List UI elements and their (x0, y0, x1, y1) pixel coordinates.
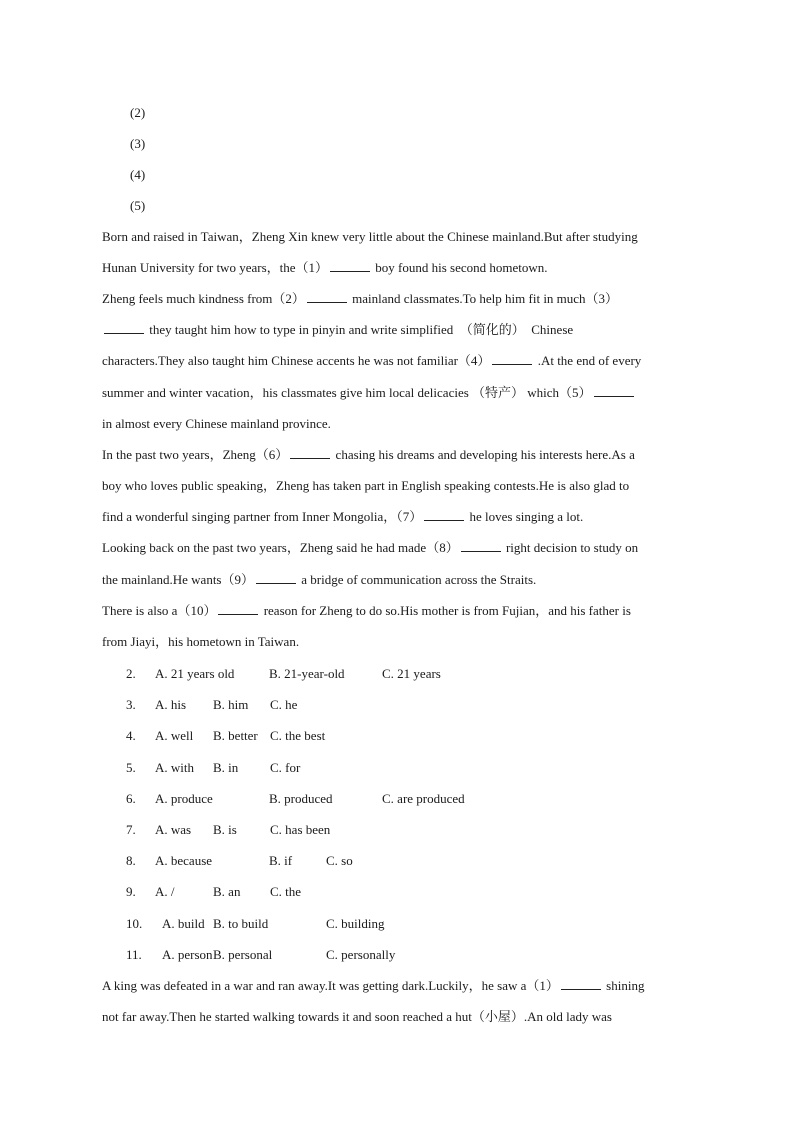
answer-option[interactable]: C. for (270, 760, 301, 775)
question-number: 3. (126, 697, 136, 712)
question-number: 4. (126, 728, 136, 743)
answer-option[interactable]: C. are produced (382, 791, 465, 806)
answer-blank[interactable] (330, 260, 370, 272)
answer-blank[interactable] (256, 572, 296, 584)
answer-option[interactable]: A. person (162, 947, 213, 962)
answer-option[interactable]: A. was (155, 822, 192, 837)
question-number: 8. (126, 853, 136, 868)
answer-option[interactable]: C. the (270, 884, 302, 899)
text-segment: mainland classmates.To help him fit in much（3） (348, 291, 619, 306)
answer-blank[interactable] (104, 322, 144, 334)
text-segment: the mainland.He wants（9） (102, 572, 254, 587)
answer-option[interactable]: B. in (213, 760, 239, 775)
numbered-line: (3) (130, 136, 146, 151)
question-number: 10. (126, 916, 143, 931)
answer-option[interactable]: B. is (213, 822, 237, 837)
numbered-line: (5) (130, 198, 146, 213)
passage-line (102, 291, 618, 307)
text-segment: Hunan University for two years，the（1） (102, 260, 329, 275)
numbered-line: (4) (130, 167, 146, 182)
answer-option[interactable]: C. the best (270, 728, 326, 743)
passage-line: from Jiayi，his hometown in Taiwan. (102, 634, 300, 649)
passage-line (102, 540, 638, 556)
passage-line (102, 385, 636, 401)
passage-line (102, 509, 583, 525)
answer-option[interactable]: C. so (326, 853, 353, 868)
answer-blank[interactable] (461, 540, 501, 552)
text-segment: a bridge of communication across the Straits. (298, 572, 537, 587)
text-segment: boy found his second hometown. (372, 260, 548, 275)
text-segment: .At the end of every (534, 353, 642, 368)
passage-line: in almost every Chinese mainland province. (102, 416, 331, 431)
question-number: 11. (126, 947, 142, 962)
question-number: 7. (126, 822, 136, 837)
answer-option[interactable]: C. building (326, 916, 385, 931)
text-segment: he loves singing a lot. (466, 509, 584, 524)
text-segment: There is also a（10） (102, 603, 217, 618)
answer-option[interactable]: A. well (155, 728, 194, 743)
answer-option[interactable]: A. with (155, 760, 194, 775)
text-segment: they taught him how to type in pinyin and write simplified （简化的） Chinese (146, 322, 574, 337)
answer-option[interactable]: B. to build (213, 916, 269, 931)
text-segment: characters.They also taught him Chinese accents he was not familiar（4） (102, 353, 491, 368)
answer-option[interactable]: B. him (213, 697, 249, 712)
text-segment: Zheng feels much kindness from（2） (102, 291, 305, 306)
passage-line (102, 260, 548, 276)
passage-line: Born and raised in Taiwan，Zheng Xin knew very little about the Chinese mainland.But after studying (102, 229, 638, 244)
answer-option[interactable]: B. better (213, 728, 258, 743)
answer-option[interactable]: B. personal (213, 947, 273, 962)
answer-option[interactable]: A. produce (155, 791, 213, 806)
question-number: 9. (126, 884, 136, 899)
answer-blank[interactable] (492, 353, 532, 365)
passage-line (102, 353, 641, 369)
text-segment: reason for Zheng to do so.His mother is from Fujian，and his father is (260, 603, 631, 618)
question-number: 6. (126, 791, 136, 806)
answer-option[interactable]: A. / (155, 884, 175, 899)
question-number: 5. (126, 760, 136, 775)
answer-blank[interactable] (290, 447, 330, 459)
answer-option[interactable]: B. an (213, 884, 241, 899)
text-segment: shining (602, 978, 645, 993)
answer-option[interactable]: C. he (270, 697, 298, 712)
answer-blank[interactable] (594, 385, 634, 397)
answer-option[interactable]: A. 21 years old (155, 666, 235, 681)
passage-line (102, 978, 644, 994)
text-segment: chasing his dreams and developing his interests here.As a (332, 447, 635, 462)
passage-line (102, 603, 631, 619)
text-segment: Looking back on the past two years，Zheng said he had made（8） (102, 540, 459, 555)
passage-line: not far away.Then he started walking towards it and soon reached a hut（小屋）.An old lady was (102, 1009, 612, 1024)
answer-option[interactable]: C. personally (326, 947, 396, 962)
text-segment: In the past two years，Zheng（6） (102, 447, 289, 462)
answer-blank[interactable] (307, 291, 347, 303)
answer-blank[interactable] (424, 509, 464, 521)
passage-line (102, 572, 536, 588)
question-number: 2. (126, 666, 136, 681)
answer-option[interactable]: B. produced (269, 791, 333, 806)
passage-line: boy who loves public speaking，Zheng has taken part in English speaking contests.He is also glad to (102, 478, 630, 493)
text-segment: summer and winter vacation，his classmates give him local delicacies （特产） which（5） (102, 385, 592, 400)
answer-blank[interactable] (561, 978, 601, 990)
answer-option[interactable]: A. build (162, 916, 205, 931)
passage-line (102, 447, 635, 463)
answer-option[interactable]: C. 21 years (382, 666, 441, 681)
answer-option[interactable]: C. has been (270, 822, 331, 837)
passage-line (102, 322, 573, 338)
answer-option[interactable]: B. if (269, 853, 293, 868)
answer-option[interactable]: B. 21-year-old (269, 666, 345, 681)
answer-blank[interactable] (218, 603, 258, 615)
answer-option[interactable]: A. because (155, 853, 213, 868)
text-segment: A king was defeated in a war and ran away.It was getting dark.Luckily，he saw a（1） (102, 978, 559, 993)
numbered-line: (2) (130, 105, 146, 120)
answer-option[interactable]: A. his (155, 697, 187, 712)
text-segment: find a wonderful singing partner from Inner Mongolia，（7） (102, 509, 423, 524)
text-segment: right decision to study on (502, 540, 639, 555)
